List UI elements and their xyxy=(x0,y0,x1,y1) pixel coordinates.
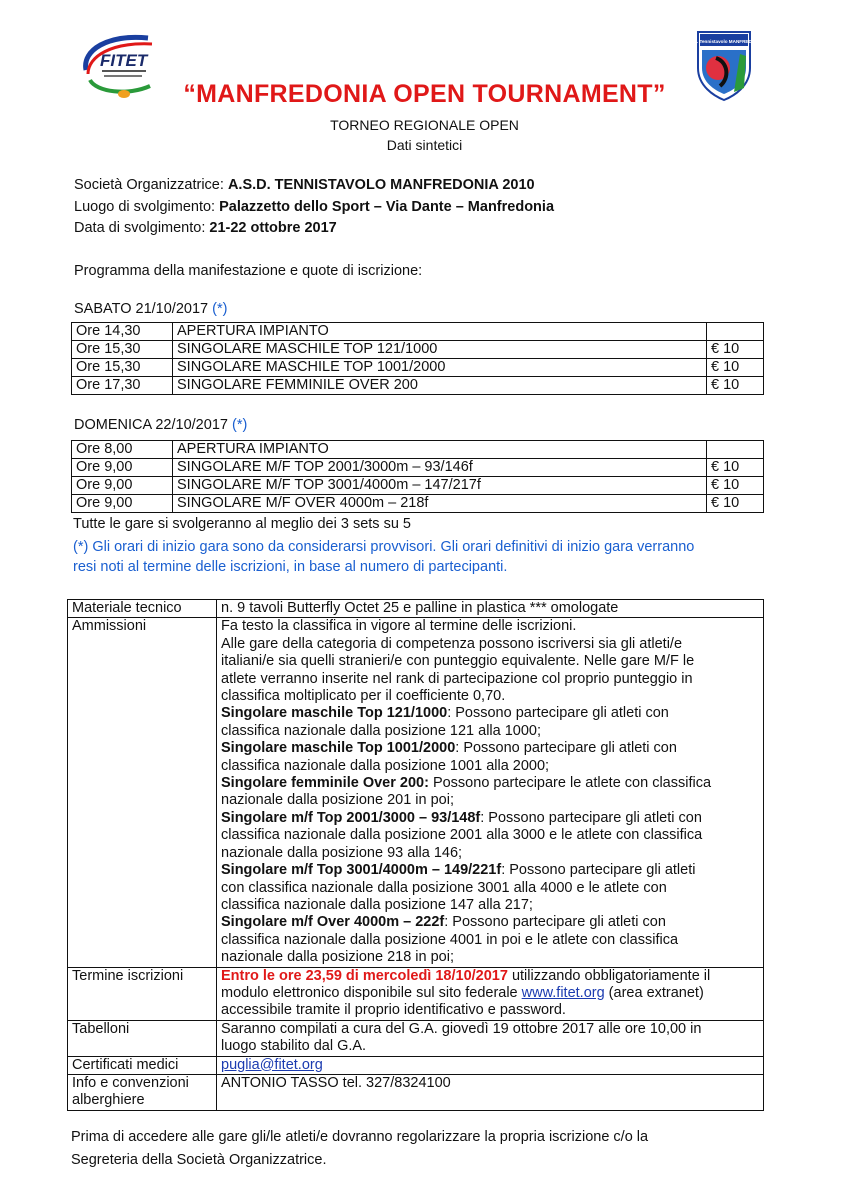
sunday-heading-text: DOMENICA 22/10/2017 xyxy=(74,417,232,433)
table-row xyxy=(72,323,764,341)
page-title: “MANFREDONIA OPEN TOURNAMENT” xyxy=(183,80,666,108)
deadline-value xyxy=(217,967,764,1020)
venue-label: Luogo di svolgimento: xyxy=(74,199,220,215)
table-row xyxy=(68,1020,764,1056)
footer-line-2: Segreteria della Società Organizzatrice. xyxy=(71,1152,327,1168)
category-line xyxy=(221,862,759,879)
date-line xyxy=(74,220,337,236)
category-line: classifica nazionale dalla posizione 147 alla 217; xyxy=(221,896,533,913)
category-line: nazionale dalla posizione 93 alla 146; xyxy=(221,844,463,861)
admissions-line: Fa testo la classifica in vigore al termine delle iscrizioni. xyxy=(221,618,577,635)
subtitle-summary: Dati sintetici xyxy=(386,137,463,153)
subtitle: TORNEO REGIONALE OPEN xyxy=(330,117,519,133)
category-line: classifica nazionale dalla posizione 4001 in poi e le atlete con classifica xyxy=(221,931,679,948)
deadline-line xyxy=(221,968,759,985)
category-line: nazionale dalla posizione 218 in poi; xyxy=(221,949,454,966)
event-cell: APERTURA IMPIANTO xyxy=(173,441,707,459)
category-title: Singolare m/f Top 2001/3000 – 93/148f xyxy=(221,809,481,826)
event-cell: SINGOLARE MASCHILE TOP 121/1000 xyxy=(173,341,707,359)
category-line xyxy=(221,775,759,792)
organizer-value: A.S.D. TENNISTAVOLO MANFREDONIA 2010 xyxy=(227,177,535,193)
fee-cell xyxy=(707,323,764,341)
admissions-label: Ammissioni xyxy=(68,618,217,967)
saturday-schedule-table xyxy=(71,322,764,395)
sunday-schedule-table xyxy=(71,440,764,513)
table-row xyxy=(72,441,764,459)
deadline-text: modulo elettronico disponibile sul sito federale xyxy=(221,984,522,1001)
category-line: nazionale dalla posizione 201 in poi; xyxy=(221,792,454,809)
footer-line-1: Prima di accedere alle gare gli/le atleti/e dovranno regolarizzare la propria iscrizione c/o la xyxy=(71,1129,649,1145)
saturday-heading xyxy=(74,301,227,317)
deadline-label: Termine iscrizioni xyxy=(68,967,217,1020)
category-title: Singolare maschile Top 1001/2000 xyxy=(221,740,456,757)
fee-cell: € 10 xyxy=(707,459,764,477)
category-text: : Possono partecipare gli atleti con xyxy=(455,740,677,757)
admissions-line: atlete verranno inserite nel rank di partecipazione col proprio punteggio in xyxy=(221,670,693,687)
deadline-text: utilizzando obbligatoriamente il xyxy=(507,967,711,984)
table-row xyxy=(72,459,764,477)
admissions-line: classifica moltiplicato per il coefficiente 0,70. xyxy=(221,688,506,705)
category-title: Singolare femminile Over 200: xyxy=(221,775,429,792)
deadline-highlight: Entro le ore 23,59 di mercoledì 18/10/2017 xyxy=(221,967,508,984)
category-line xyxy=(221,705,759,722)
category-line xyxy=(221,740,759,757)
fitet-logo-text: FITET xyxy=(100,51,148,70)
admissions-value xyxy=(217,618,764,967)
event-cell: SINGOLARE MASCHILE TOP 1001/2000 xyxy=(173,359,707,377)
table-row xyxy=(72,341,764,359)
category-text: Possono partecipare le atlete con classifica xyxy=(428,775,712,792)
saturday-heading-text: SABATO 21/10/2017 xyxy=(74,301,213,317)
category-text: : Possono partecipare gli atleti xyxy=(501,862,696,879)
hotel-label-line: alberghiere xyxy=(72,1092,145,1109)
details-table xyxy=(67,599,764,1111)
category-line: classifica nazionale dalla posizione 1001 alla 2000; xyxy=(221,757,550,774)
table-row xyxy=(68,600,764,618)
category-text: : Possono partecipare gli atleti con xyxy=(444,914,666,931)
organizer-label: Società Organizzatrice: xyxy=(74,177,228,193)
fee-cell: € 10 xyxy=(707,359,764,377)
fee-cell: € 10 xyxy=(707,377,764,395)
material-label: Materiale tecnico xyxy=(68,600,217,618)
time-cell: Ore 17,30 xyxy=(72,377,173,395)
medical-email-link[interactable]: puglia@fitet.org xyxy=(221,1056,323,1073)
deadline-line: accessibile tramite il proprio identificativo e password. xyxy=(221,1002,566,1019)
category-line: classifica nazionale dalla posizione 2001 alla 3000 e le atlete con classifica xyxy=(221,827,703,844)
saturday-asterisk: (*) xyxy=(212,301,228,317)
event-cell: SINGOLARE M/F TOP 3001/4000m – 147/217f xyxy=(173,477,707,495)
category-line: con classifica nazionale dalla posizione 3001 alla 4000 e le atlete con xyxy=(221,879,667,896)
fee-cell: € 10 xyxy=(707,341,764,359)
time-cell: Ore 9,00 xyxy=(72,477,173,495)
admissions-line: Alle gare della categoria di competenza possono iscriversi sia gli atleti/e xyxy=(221,635,683,652)
table-row xyxy=(68,967,764,1020)
event-cell: SINGOLARE FEMMINILE OVER 200 xyxy=(173,377,707,395)
boards-value xyxy=(217,1020,764,1056)
fee-cell: € 10 xyxy=(707,477,764,495)
category-text: : Possono partecipare gli atleti con xyxy=(480,809,702,826)
hotel-label xyxy=(68,1074,217,1110)
category-line: classifica nazionale dalla posizione 121 alla 1000; xyxy=(221,722,542,739)
table-row xyxy=(68,1056,764,1074)
material-value: n. 9 tavoli Butterfly Octet 25 e palline in plastica *** omologate xyxy=(217,600,764,618)
fee-cell: € 10 xyxy=(707,495,764,513)
time-cell: Ore 9,00 xyxy=(72,495,173,513)
club-logo-text: A.S.D. Tennistavolo MANFREDONIA xyxy=(684,39,764,44)
deadline-line xyxy=(221,985,759,1002)
sunday-asterisk: (*) xyxy=(231,417,248,433)
time-cell: Ore 15,30 xyxy=(72,341,173,359)
provisional-note-line-2: resi noti al termine delle iscrizioni, in base al numero di partecipanti. xyxy=(73,559,508,575)
category-line xyxy=(221,914,759,931)
boards-line: luogo stabilito dal G.A. xyxy=(221,1038,367,1055)
sets-note: Tutte le gare si svolgeranno al meglio dei 3 sets su 5 xyxy=(73,516,411,532)
table-row xyxy=(72,495,764,513)
admissions-line: italiani/e sia quelli stranieri/e con punteggio equivalente. Nelle gare M/F le xyxy=(221,653,695,670)
boards-label: Tabelloni xyxy=(68,1020,217,1056)
provisional-note-line-1: (*) Gli orari di inizio gara sono da considerarsi provvisori. Gli orari definitivi di inizio gara verranno xyxy=(73,539,695,555)
time-cell: Ore 15,30 xyxy=(72,359,173,377)
event-cell: SINGOLARE M/F OVER 4000m – 218f xyxy=(173,495,707,513)
event-cell: SINGOLARE M/F TOP 2001/3000m – 93/146f xyxy=(173,459,707,477)
category-title: Singolare m/f Over 4000m – 222f xyxy=(221,914,445,931)
date-label: Data di svolgimento: xyxy=(74,220,210,236)
time-cell: Ore 9,00 xyxy=(72,459,173,477)
venue-line xyxy=(74,199,554,215)
venue-value: Palazzetto dello Sport – Via Dante – Manfredonia xyxy=(219,199,555,215)
category-line xyxy=(221,810,759,827)
time-cell: Ore 14,30 xyxy=(72,323,173,341)
boards-line: Saranno compilati a cura del G.A. giovedì 19 ottobre 2017 alle ore 10,00 in xyxy=(221,1020,702,1037)
program-heading: Programma della manifestazione e quote di iscrizione: xyxy=(74,263,423,279)
table-row xyxy=(68,1074,764,1110)
table-row xyxy=(72,377,764,395)
deadline-text: (area extranet) xyxy=(604,984,704,1001)
hotel-label-line: Info e convenzioni xyxy=(72,1074,189,1091)
fee-cell xyxy=(707,441,764,459)
category-title: Singolare maschile Top 121/1000 xyxy=(221,705,448,722)
category-text: : Possono partecipare gli atleti con xyxy=(447,705,669,722)
medical-value xyxy=(217,1056,764,1074)
fitet-website-link[interactable]: www.fitet.org xyxy=(521,984,605,1001)
table-row xyxy=(68,618,764,967)
category-title: Singolare m/f Top 3001/4000m – 149/221f xyxy=(221,862,502,879)
time-cell: Ore 8,00 xyxy=(72,441,173,459)
organizer-line xyxy=(74,177,535,193)
event-cell: APERTURA IMPIANTO xyxy=(173,323,707,341)
date-value: 21-22 ottobre 2017 xyxy=(209,220,337,236)
sunday-heading xyxy=(74,417,247,433)
medical-label: Certificati medici xyxy=(68,1056,217,1074)
table-row xyxy=(72,477,764,495)
table-row xyxy=(72,359,764,377)
hotel-value: ANTONIO TASSO tel. 327/8324100 xyxy=(217,1074,764,1110)
